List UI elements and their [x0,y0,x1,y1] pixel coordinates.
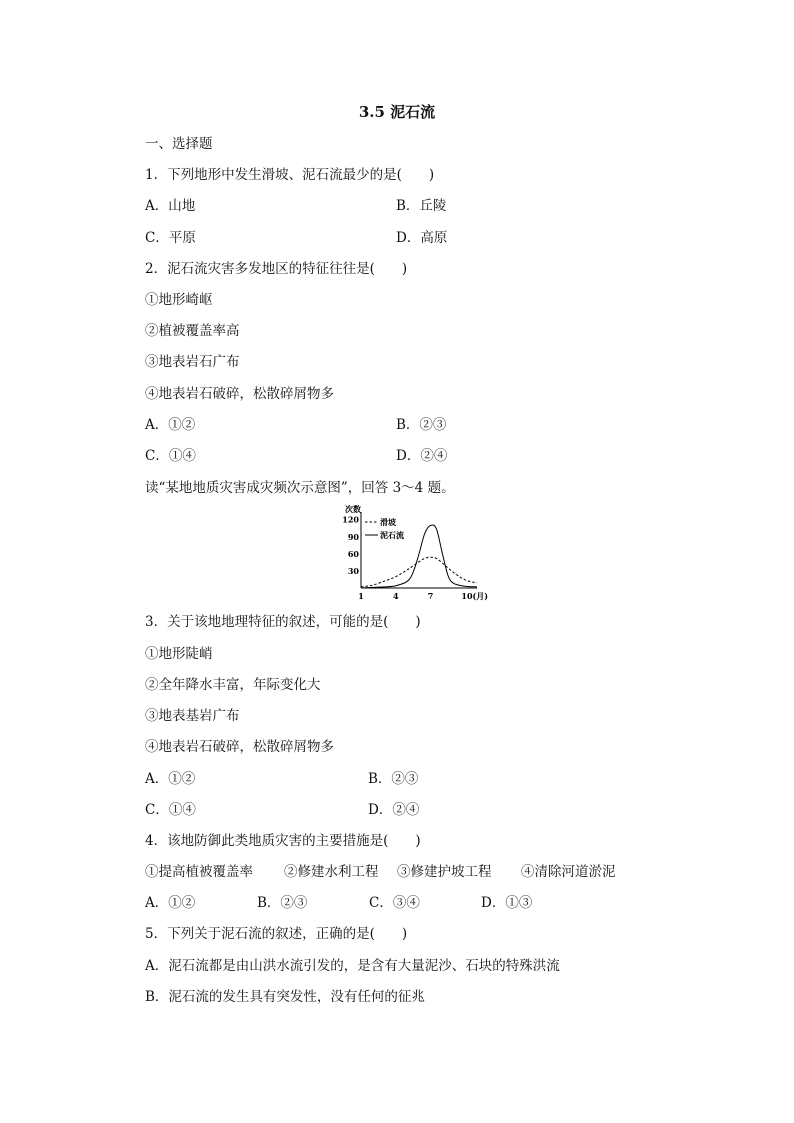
q3-item-3: ③地表基岩广布 [145,708,240,724]
q3-option-b: B．②③ [368,771,419,787]
q2-item-3: ③地表岩石广布 [145,354,240,370]
x-tick-label: 1 [358,591,364,601]
q3-option-d: D．②④ [368,802,420,818]
q4-measure-2: ②修建水利工程 [284,864,379,880]
q2-item-4: ④地表岩石破碎，松散碎屑物多 [145,386,334,402]
section-heading: 一、选择题 [145,136,213,152]
x-tick-label: 4 [393,591,399,601]
q3-option-a: A．①② [145,771,196,787]
q2-option-b: B．②③ [396,417,447,433]
q3-option-c: C．①④ [145,802,196,818]
x-tick-label: 7 [427,591,434,601]
q4-measure-1: ①提高植被覆盖率 [145,864,253,880]
q4-stem: 4．该地防御此类地质灾害的主要措施是( ) [145,833,421,849]
q1-option-b: B．丘陵 [396,198,447,214]
q2-item-1: ①地形崎岖 [145,292,213,308]
q4-measure-4: ④清除河道淤泥 [521,864,616,880]
q3-item-4: ④地表岩石破碎，松散碎屑物多 [145,739,334,755]
page-title: 3.5 泥石流 [358,103,436,121]
y-tick-label: 120 [342,514,359,525]
chart-intro: 读“某地地质灾害成灾频次示意图”，回答 3～4 题。 [145,480,455,496]
q1-option-a: A．山地 [145,198,196,214]
q5-stem: 5．下列关于泥石流的叙述，正确的是( ) [145,926,408,942]
y-tick-label: 90 [347,531,359,542]
q2-stem: 2．泥石流灾害多发地区的特征往往是( ) [145,261,408,277]
disaster-frequency-chart [340,504,489,606]
series-line-1 [361,525,477,588]
q3-item-1: ①地形陡峭 [145,646,213,662]
series-line-0 [361,557,477,587]
q5-option-b: B．泥石流的发生具有突发性，没有任何的征兆 [145,989,425,1005]
q1-option-c: C．平原 [145,230,196,246]
y-tick-label: 60 [347,548,359,559]
q2-option-c: C．①④ [145,448,196,464]
q1-stem: 1．下列地形中发生滑坡、泥石流最少的是( ) [145,167,435,183]
q5-option-a: A．泥石流都是由山洪水流引发的，是含有大量泥沙、石块的特殊洪流 [145,958,560,974]
q4-option-b: B．②③ [257,895,308,911]
q4-measure-3: ③修建护坡工程 [397,864,492,880]
q3-item-2: ②全年降水丰富，年际变化大 [145,677,321,693]
q4-option-a: A．①② [145,895,196,911]
q1-option-d: D．高原 [396,230,448,246]
q4-option-d: D．①③ [481,895,533,911]
y-axis-label: 次数 [345,504,361,514]
q2-option-a: A．①② [145,417,196,433]
q3-stem: 3．关于该地地理特征的叙述，可能的是( ) [145,614,421,630]
q2-item-2: ②植被覆盖率高 [145,323,240,339]
q2-option-d: D．②④ [396,448,448,464]
y-tick-label: 30 [347,565,359,576]
legend-label-0: 滑坡 [380,517,396,527]
q4-option-c: C．③④ [369,895,420,911]
x-tick-label: 10(月) [461,591,489,601]
legend-label-1: 泥石流 [380,530,404,540]
